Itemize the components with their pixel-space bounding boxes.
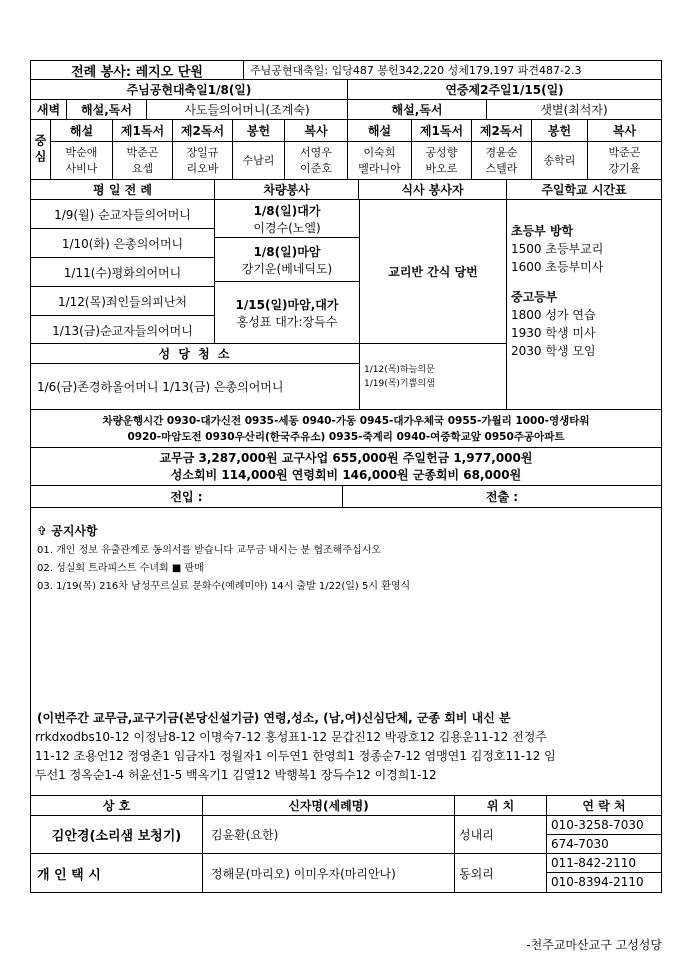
- notice-item: 03. 1/19(목) 216차 남성꾸르실료 문화수(예례미야) 14시 출발 1/22(일) 5시 환영식: [37, 581, 411, 592]
- right-dawn-name: 샛별(최석자): [540, 103, 608, 117]
- right-name-first-reading: 공성향 바오로: [412, 142, 472, 179]
- notice-item: 02. 성실회 트라피스트 수녀회 ■ 판매: [37, 563, 204, 574]
- right-name-server: 박준곤 강기윤: [608, 145, 641, 175]
- schedule-header-row: [30, 180, 662, 200]
- right-main-mass: [347, 120, 661, 179]
- business-header-name: 상 호: [31, 796, 203, 815]
- weekday-liturgy-list: [31, 200, 215, 343]
- business-header-owner: 신자명(세례명): [203, 796, 455, 815]
- right-role-first-reading: 제1독서: [412, 120, 472, 141]
- right-name-commentary: 이숙희 멜라니아: [348, 142, 412, 179]
- middle-high-item: 1930 학생 미사: [511, 326, 596, 340]
- weekday-item: 1/11(수)평화의어머니: [31, 258, 214, 287]
- sunday-school-schedule: [507, 200, 661, 409]
- left-name-first-reading: 박준곤 요셉: [113, 142, 173, 179]
- weekday-item: 1/13(금)순교자들의어머니: [52, 323, 193, 338]
- donor-line: 두선1 정옥순1-4 허윤선1-5 백옥기1 김열12 박행복1 장득수12 이경희1-12: [35, 768, 437, 782]
- main-mass-side-label: 중심: [31, 120, 51, 179]
- middle-high-item: 2030 학생 모임: [511, 344, 596, 358]
- business-name: 김안경(소리샘 보청기): [31, 816, 203, 853]
- left-name-commentary: 박순애 사비나: [51, 142, 113, 179]
- weekday-liturgy-header: 평 일 전 례: [31, 180, 215, 199]
- finance-line-1: 교무금 3,287,000원 교구사업 655,000원 주일헌금 1,977,000원: [159, 450, 533, 465]
- left-dawn-name: 사도들의어머니(조계숙): [184, 103, 310, 117]
- bus-schedule: [30, 410, 662, 448]
- left-sunday-title: 주님공현대축일1/8(일): [126, 83, 252, 97]
- table-row: [31, 816, 661, 854]
- right-name-offering: 송학리: [532, 142, 588, 179]
- role-first-reading: 제1독서: [113, 120, 173, 141]
- vehicle-driver: 홍성표 대가:장득수: [236, 314, 338, 329]
- elementary-item: 1500 초등부교리: [511, 242, 604, 256]
- right-dawn-role: 해설,독서: [347, 100, 487, 119]
- bus-line-1: 차량운행시간 0930-대가신전 0935-세동 0940-가동 0945-대가우체국 0955-가월리 1000-영생타워: [102, 414, 590, 427]
- business-header-location: 위 치: [455, 796, 547, 815]
- vehicle-driver: 이경수(노엘): [253, 220, 321, 235]
- schedule-body: [30, 200, 662, 410]
- business-phone: 010-3258-7030: [547, 816, 661, 835]
- left-schedule-column: [31, 200, 359, 409]
- finance-summary: [30, 448, 662, 486]
- role-offering: 봉헌: [233, 120, 285, 141]
- left-name-offering: 수남리: [233, 142, 285, 179]
- dawn-label: 새벽: [31, 100, 67, 119]
- vehicle-driver: 강기운(베네딕도): [241, 261, 333, 276]
- weekday-item: 1/12(목)죄인들의피난처: [31, 287, 214, 316]
- elementary-item: 1600 초등부미사: [511, 260, 604, 274]
- business-name: 개 인 택 시: [31, 854, 203, 892]
- right-role-server: 복사: [612, 124, 637, 138]
- left-main-mass: [51, 120, 347, 179]
- liturgy-service-title: 전례 봉사: 레지오 단원: [71, 64, 203, 80]
- meal-service-header: 식사 봉사자: [359, 180, 507, 199]
- cleaning-schedule: 1/6(금)존경하올어머니 1/13(금) 은총의어머니: [37, 380, 284, 394]
- notice-item: 01. 개인 정보 유출관계로 동의서를 받습니다 교무금 내시는 분 협조해주십시오: [37, 545, 381, 556]
- left-dawn-role: 해설,독서: [67, 100, 147, 119]
- table-row: [31, 854, 661, 892]
- meal-note: 1/12(목)하늘의문: [364, 364, 435, 375]
- role-second-reading: 제2독서: [173, 120, 233, 141]
- main-mass-grid: [30, 120, 662, 180]
- vehicle-date: 1/8(일)마암: [253, 244, 321, 259]
- business-location: 동외리: [455, 854, 547, 892]
- transfer-out: 전출 :: [485, 490, 519, 504]
- weekday-item: 1/9(월) 순교자들의어머니: [31, 200, 214, 229]
- weekday-item: 1/10(화) 은총의어머니: [31, 229, 214, 258]
- mass-stats: 주님공현대축일: 입당487 봉헌342,220 성체179,197 파견487-2.3: [243, 61, 661, 79]
- elementary-title: 초등부 방학: [511, 224, 574, 238]
- right-role-second-reading: 제2독서: [472, 120, 532, 141]
- business-phone: 674-7030: [551, 837, 609, 851]
- sunday-titles-row: [30, 80, 662, 100]
- meal-note: 1/19(목)기쁨의샘: [364, 378, 435, 389]
- notice-title: ✞ 공지사항: [37, 524, 98, 538]
- middle-high-title: 중고등부: [511, 290, 558, 304]
- business-owner: 정해문(마리오) 이미우자(마리안나): [203, 854, 455, 892]
- cleaning-title: 성 당 청 소: [31, 344, 359, 364]
- right-sunday-title: 연중제2주일1/15(일): [347, 80, 661, 99]
- header-row: [30, 60, 662, 80]
- vehicle-date: 1/8(일)대가: [253, 203, 321, 218]
- business-phone: 010-8394-2110: [551, 875, 644, 889]
- business-phone: 011-842-2110: [547, 854, 661, 873]
- donor-line: 11-12 조용언12 정영춘1 임금자1 정월자1 이두연1 한영희1 정종순7-12 염맹연1 김정호11-12 임: [35, 749, 556, 763]
- bulletin-page: [30, 60, 662, 893]
- sunday-school-header: 주일학교 시간표: [541, 183, 627, 197]
- vehicle-service-list: [215, 200, 359, 343]
- dawn-mass-row: [30, 100, 662, 120]
- donor-line: rrkdxodbs10-12 이정남8-12 이명숙7-12 홍성표1-12 문갑진12 박광호12 김용운11-12 전정주: [35, 730, 547, 744]
- vehicle-service-header: 차량봉사: [215, 180, 359, 199]
- role-server: 복사: [304, 124, 328, 138]
- role-commentary: 해설: [51, 120, 113, 141]
- meal-service-column: [359, 200, 507, 409]
- business-header-contact: 연 락 처: [582, 799, 626, 813]
- left-name-server: 서영우 이준호: [300, 145, 332, 175]
- vehicle-date: 1/15(일)마암,대가: [235, 297, 339, 312]
- business-location: 성내리: [455, 816, 547, 853]
- business-owner: 김윤환(요한): [203, 816, 455, 853]
- transfer-row: [30, 486, 662, 508]
- right-name-second-reading: 경윤순 스텔라: [472, 142, 532, 179]
- bus-line-2: 0920-마암도전 0930우산리(한국주유소) 0935-죽계리 0940-여중학교앞 0950주공아파트: [127, 430, 565, 443]
- business-header: [31, 796, 661, 816]
- right-role-offering: 봉헌: [532, 120, 588, 141]
- finance-line-2: 성소회비 114,000원 연령회비 146,000원 군종회비 68,000원: [170, 467, 522, 482]
- business-table: [30, 796, 662, 893]
- notice-section: [30, 508, 662, 796]
- transfer-in: 전입 :: [31, 486, 343, 507]
- left-name-second-reading: 장일규 리오바: [173, 142, 233, 179]
- middle-high-item: 1800 성가 연습: [511, 308, 596, 322]
- meal-service-duty: 교리반 간식 당번: [360, 200, 506, 344]
- right-role-commentary: 해설: [348, 120, 412, 141]
- donor-title: (이번주간 교무금,교구기금(본당신설기금) 연령,성소, (남,여)신심단체, 군종 회비 내신 분: [37, 711, 511, 725]
- parish-signature: -천주교마산교구 고성성당: [526, 938, 662, 952]
